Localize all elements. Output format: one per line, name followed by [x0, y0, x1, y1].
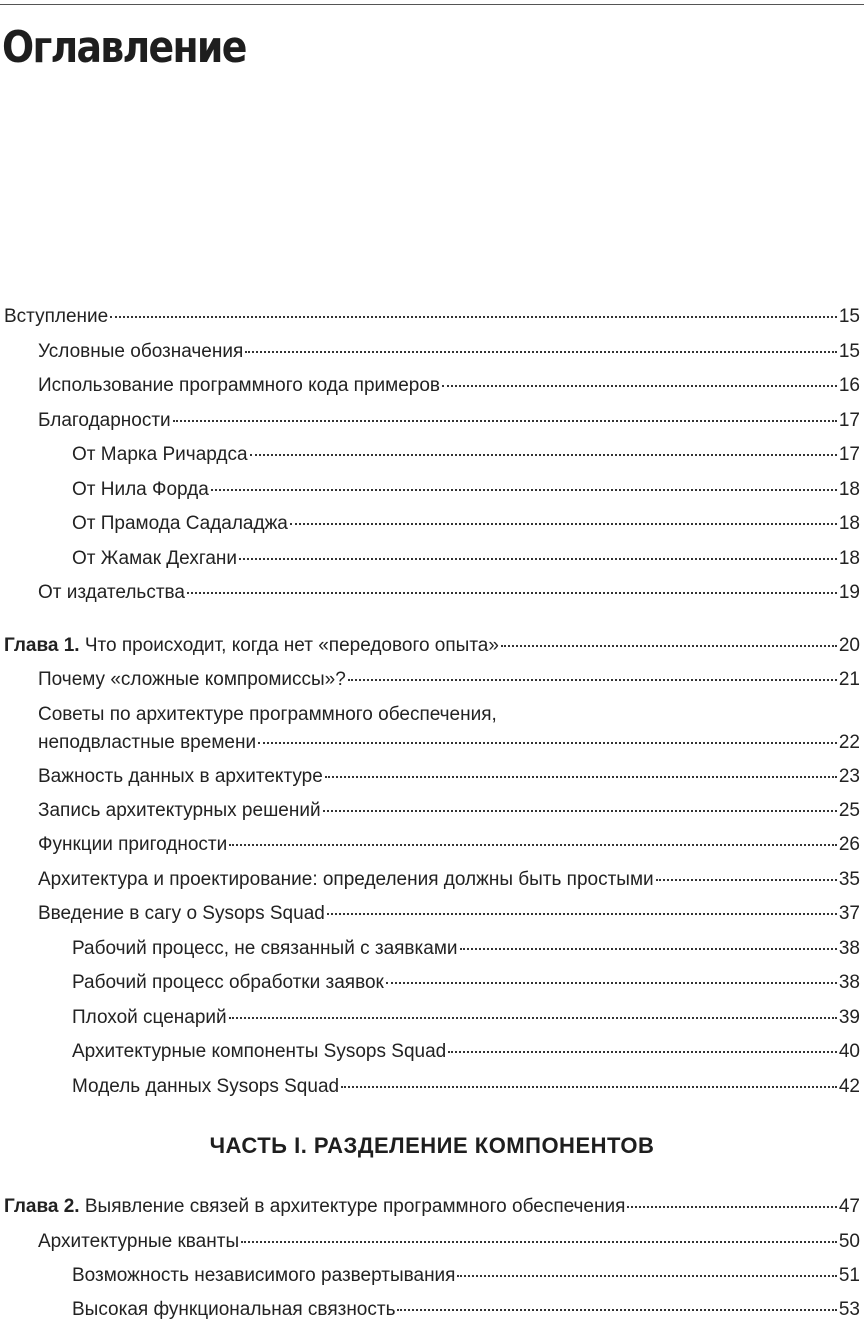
toc-page-number: 26: [838, 834, 860, 855]
toc-entry-label: От Жамак Дехгани: [72, 548, 238, 569]
toc-entry[interactable]: [72, 511, 860, 537]
toc-entry[interactable]: [38, 373, 860, 399]
toc-leader-dots: [397, 1309, 836, 1311]
toc-entry-label: Рабочий процесс обработки заявок: [72, 972, 384, 993]
toc-entry-label: Архитектура и проектирование: определения должны быть простыми: [38, 869, 654, 890]
toc-leader-dots: [323, 810, 837, 812]
toc-entry-label: От издательства: [38, 582, 185, 603]
toc-leader-dots: [110, 316, 837, 318]
toc-page-number: 18: [838, 548, 860, 569]
toc-entry-chapter-1[interactable]: [4, 633, 860, 659]
toc-entry-label: От Нила Форда: [72, 479, 209, 500]
toc-page-number: 20: [838, 635, 860, 656]
toc-page-number: 37: [838, 903, 860, 924]
toc-leader-dots: [627, 1206, 836, 1208]
toc-page-number: 42: [838, 1076, 860, 1097]
toc-page-number: 18: [838, 479, 860, 500]
toc-leader-dots: [386, 982, 837, 984]
toc-page-number: 50: [838, 1231, 860, 1252]
toc-entry-label: Запись архитектурных решений: [38, 800, 321, 821]
toc-entry[interactable]: [38, 1229, 860, 1255]
chapter-prefix: Глава 2.: [4, 1196, 80, 1217]
toc-leader-dots: [211, 489, 837, 491]
toc-leader-dots: [448, 1051, 837, 1053]
toc-entry[interactable]: [72, 1297, 860, 1323]
chapter-title: Что происходит, когда нет «передового опыта»: [79, 635, 499, 656]
toc-entry[interactable]: [38, 408, 860, 434]
toc-entry[interactable]: [38, 901, 860, 927]
toc-entry-line1[interactable]: Советы по архитектуре программного обеспечения,: [38, 704, 497, 725]
toc-leader-dots: [239, 558, 837, 560]
toc-entry[interactable]: [72, 1263, 860, 1289]
toc-leader-dots: [245, 351, 837, 353]
toc-entry[interactable]: [72, 1074, 860, 1100]
toc-entry[interactable]: [72, 936, 860, 962]
toc-leader-dots: [187, 592, 837, 594]
toc-entry[interactable]: [38, 832, 860, 858]
toc-leader-dots: [341, 1086, 837, 1088]
toc-leader-dots: [442, 385, 837, 387]
toc-entry-label: От Прамода Садаладжа: [72, 513, 288, 534]
toc-page-number: 17: [838, 444, 860, 465]
toc-entry-label: неподвластные времени: [38, 732, 257, 753]
toc-entry-label: Возможность независимого развертывания: [72, 1265, 456, 1286]
toc-leader-dots: [457, 1275, 836, 1277]
part-heading: ЧАСТЬ I. РАЗДЕЛЕНИЕ КОМПОНЕНТОВ: [209, 1133, 655, 1158]
toc-entry-label: Почему «сложные компромиссы»?: [38, 669, 346, 690]
toc-entry-label: Благодарности: [38, 410, 171, 431]
toc-leader-dots: [290, 523, 837, 525]
toc-entry[interactable]: [72, 970, 860, 996]
toc-entry-label: Введение в сагу о Sysops Squad: [38, 903, 325, 924]
toc-page-number: 38: [838, 938, 860, 959]
toc-leader-dots: [325, 776, 837, 778]
toc-entry[interactable]: [38, 667, 860, 693]
toc-entry[interactable]: [72, 1005, 860, 1031]
toc-entry-label: Функции пригодности: [38, 834, 228, 855]
toc-leader-dots: [258, 742, 837, 744]
chapter-prefix: Глава 1.: [4, 635, 80, 656]
toc-leader-dots: [327, 913, 837, 915]
toc-entry[interactable]: [38, 764, 860, 790]
toc-entry[interactable]: [38, 580, 860, 606]
toc-leader-dots: [173, 420, 837, 422]
toc-leader-dots: [460, 948, 837, 950]
toc-page-number: 19: [838, 582, 860, 603]
toc-entry-preface[interactable]: [4, 304, 860, 330]
toc-page-number: 15: [838, 341, 860, 362]
toc-page-number: 21: [838, 669, 860, 690]
toc-entry[interactable]: [72, 477, 860, 503]
toc-page-number: 47: [838, 1196, 860, 1217]
toc-entry[interactable]: [38, 867, 860, 893]
toc-leader-dots: [501, 645, 837, 647]
toc-entry-label: [4, 1194, 625, 1220]
toc-entry-label: [4, 633, 499, 659]
toc-page-number: 40: [838, 1041, 860, 1062]
toc-page-number: 17: [838, 410, 860, 431]
toc-page-number: 22: [838, 732, 860, 753]
toc-entry-label: Архитектурные компоненты Sysops Squad: [72, 1041, 447, 1062]
top-rule: [0, 4, 864, 5]
toc-entry-label: Высокая функциональная связность: [72, 1299, 396, 1320]
toc-leader-dots: [656, 879, 837, 881]
toc-page-number: 23: [838, 766, 860, 787]
toc-page-number: 35: [838, 869, 860, 890]
toc-entry-label: Важность данных в архитектуре: [38, 766, 323, 787]
toc-entry-label: Плохой сценарий: [72, 1007, 227, 1028]
page-title: Оглавление: [2, 22, 246, 73]
toc-entry-chapter-2[interactable]: [4, 1194, 860, 1220]
toc-entry[interactable]: [38, 339, 860, 365]
toc-entry-label: Вступление: [4, 306, 109, 327]
toc-entry[interactable]: [38, 798, 860, 824]
toc-entry[interactable]: [38, 730, 860, 756]
chapter-title: Выявление связей в архитектуре программного обеспечения: [79, 1196, 626, 1217]
toc-entry[interactable]: [72, 546, 860, 572]
toc-page-number: 51: [838, 1265, 860, 1286]
toc-leader-dots: [229, 1017, 837, 1019]
toc-leader-dots: [229, 844, 837, 846]
toc-page-number: 18: [838, 513, 860, 534]
toc-entry-label: От Марка Ричардса: [72, 444, 248, 465]
toc-page-number: 15: [838, 306, 860, 327]
toc-page-number: 39: [838, 1007, 860, 1028]
toc-entry-label: Рабочий процесс, не связанный с заявками: [72, 938, 458, 959]
toc-entry-label: Архитектурные кванты: [38, 1231, 240, 1252]
toc-entry-label: Использование программного кода примеров: [38, 375, 441, 396]
toc-entry[interactable]: [72, 1039, 860, 1065]
toc-entry[interactable]: [72, 442, 860, 468]
toc-page-number: 38: [838, 972, 860, 993]
toc-leader-dots: [348, 679, 837, 681]
toc-leader-dots: [241, 1241, 837, 1243]
toc-leader-dots: [250, 454, 837, 456]
toc-entry-label: Модель данных Sysops Squad: [72, 1076, 340, 1097]
toc-page-number: 16: [838, 375, 860, 396]
toc-page-number: 53: [838, 1299, 860, 1320]
toc-page-number: 25: [838, 800, 860, 821]
toc-entry-label: Условные обозначения: [38, 341, 244, 362]
